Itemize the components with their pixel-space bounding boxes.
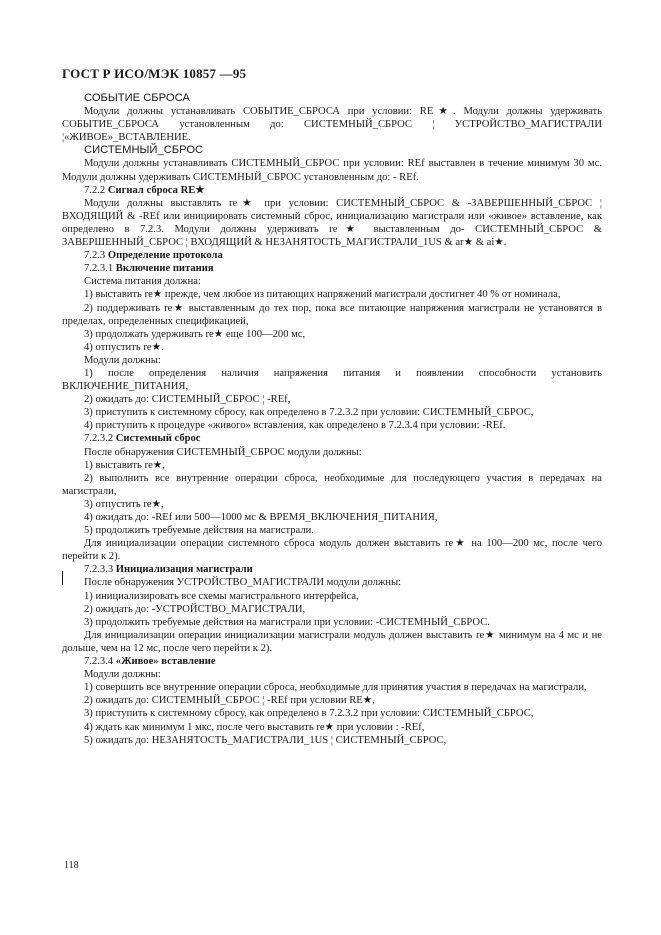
text-line: 2) ожидать до: СИСТЕМНЫЙ_СБРОС ¦ -REf при условии RE★, (84, 695, 375, 707)
text-line: СОБЫТИЕ СБРОСА (84, 92, 190, 104)
text-line: Для инициализации операции инициализации магистрали модуль должен выставить re★ минимум на 4 мс и не дольше, чем на 12 мс, после чего перейти к 2). (62, 629, 602, 654)
text-line: СИСТЕМНЫЙ_СБРОС (84, 144, 204, 157)
text-line: 4) отпустить re★. (84, 341, 164, 353)
text-line: 5) продолжить требуемые действия на магистрали. (84, 525, 314, 537)
text-line: 2) ожидать до: -УСТРОЙСТВО_МАГИСТРАЛИ, (84, 603, 306, 615)
text-line: 1) после определения наличия напряжения питания и появлении способности установить ВКЛЮЧЕНИЕ_ПИТАНИЯ, (62, 367, 602, 393)
page-number: 118 (64, 860, 79, 871)
text-line: Система питания должна: (84, 276, 201, 288)
text-line: 7.2.3.3 Инициализация магистрали (84, 564, 253, 576)
text-line: Модули должны выставлять re★ при условии: СИСТЕМНЫЙ_СБРОС & -ЗАВЕРШЕННЫЙ_СБРОС ¦ ВХОДЯЩИЙ & -REf или инициировать системный сброс, инициализацию магистрали или «живое» вставление, как определено в 7.2.3. Модули должны удерживать re★ выставленным до- СИСТЕМНЫЙ_СБРОС & ЗАВЕРШЕННЫЙ_СБРОС ¦ ВХОДЯЩИЙ & НЕЗАНЯТОСТЬ_МАГИСТРАЛИ_1US & ar★ & ai★. (62, 197, 602, 249)
text-line: 2) поддерживать re★ выставленным до тех пор, пока все питающие напряжения магистрали не установятся в пределах, определенных спецификацией, (62, 302, 602, 327)
text-line: Для инициализации операции системного сброса модуль должен выставить re★ на 100—200 мс, после чего перейти к 2). (62, 538, 602, 563)
text-line: 4) приступить к процедуре «живого» вставления, как определено в 7.2.3.4 при условии: -REf. (84, 420, 506, 432)
text-line: 3) продолжить требуемые действия на магистрали при условии: -СИСТЕМНЫЙ_СБРОС. (84, 616, 490, 628)
text-line: 3) отпустить re★, (84, 498, 164, 510)
text-line: 2) ожидать до: СИСТЕМНЫЙ_СБРОС ¦ -REf, (84, 394, 291, 406)
text-line: После обнаружения УСТРОЙСТВО_МАГИСТРАЛИ модули должны: (84, 577, 402, 589)
text-line: 1) выставить re★, (84, 459, 165, 471)
document-body (62, 92, 602, 747)
text-line: 3) приступить к системному сбросу, как определено в 7.2.3.2 при условии: СИСТЕМНЫЙ_СБРОС, (84, 407, 534, 419)
text-line: 7.2.2 Сигнал сброса RE★ (84, 184, 205, 196)
text-line: 5) ожидать до: НЕЗАНЯТОСТЬ_МАГИСТРАЛИ_1US ¦ СИСТЕМНЫЙ_СБРОС, (84, 734, 447, 746)
text-line: Модули должны устанавливать СОБЫТИЕ_СБРОСА при условии: RE★. Модули должны удерживать СОБЫТИЕ_СБРОСА установленным до: СИСТЕМНЫЙ_СБРОС ¦ УСТРОЙСТВО_МАГИСТРАЛИ ¦«ЖИВОЕ»_ВСТАВЛЕНИЕ. (62, 106, 602, 144)
text-line: 7.2.3.4 «Живое» вставление (84, 656, 216, 668)
text-line: 4) ожидать до: -REf или 500—1000 мс & ВРЕМЯ_ВКЛЮЧЕНИЯ_ПИТАНИЯ, (84, 512, 438, 523)
text-line: 1) инициализировать все схемы магистрального интерфейса, (84, 590, 359, 602)
text-line: После обнаружения СИСТЕМНЫЙ_СБРОС модули должны: (84, 446, 362, 458)
text-line: 3) приступить к системному сбросу, как определено в 7.2.3.2 при условии: СИСТЕМНЫЙ_СБРОС, (84, 708, 534, 720)
margin-change-bar (62, 571, 63, 585)
text-line: Модули должны: (84, 669, 161, 681)
text-line: 4) ждать как минимум 1 мкс, после чего выставить re★ при условии : -REf, (84, 721, 425, 733)
text-line: Модули должны: (84, 354, 161, 366)
text-line: 1) совершить все внутренние операции сброса, необходимые для принятия участия в передачах на магистрали, (84, 682, 587, 694)
page-header: ГОСТ Р ИСО/МЭК 10857 —95 (62, 66, 247, 81)
text-line: Модули должны устанавливать СИСТЕМНЫЙ_СБРОС при условии: REf выставлен в течение минимум 30 мс. Модули должны удерживать СИСТЕМНЫЙ_СБРОС установленным до: - REf. (62, 158, 602, 183)
text-line: 7.2.3 Определение протокола (84, 250, 223, 262)
text-line: 1) выставить re★ прежде, чем любое из питающих напряжений магистрали достигнет 40 % от номинала, (84, 289, 561, 301)
text-line: 7.2.3.2 Системный сброс (84, 433, 201, 445)
text-line: 2) выполнить все внутренние операции сброса, необходимые для последующего участия в передачах на магистрали, (62, 472, 602, 497)
text-line: 7.2.3.1 Включение питания (84, 263, 214, 275)
text-line: 3) продолжать удерживать re★ еще 100—200 мс, (84, 328, 306, 340)
